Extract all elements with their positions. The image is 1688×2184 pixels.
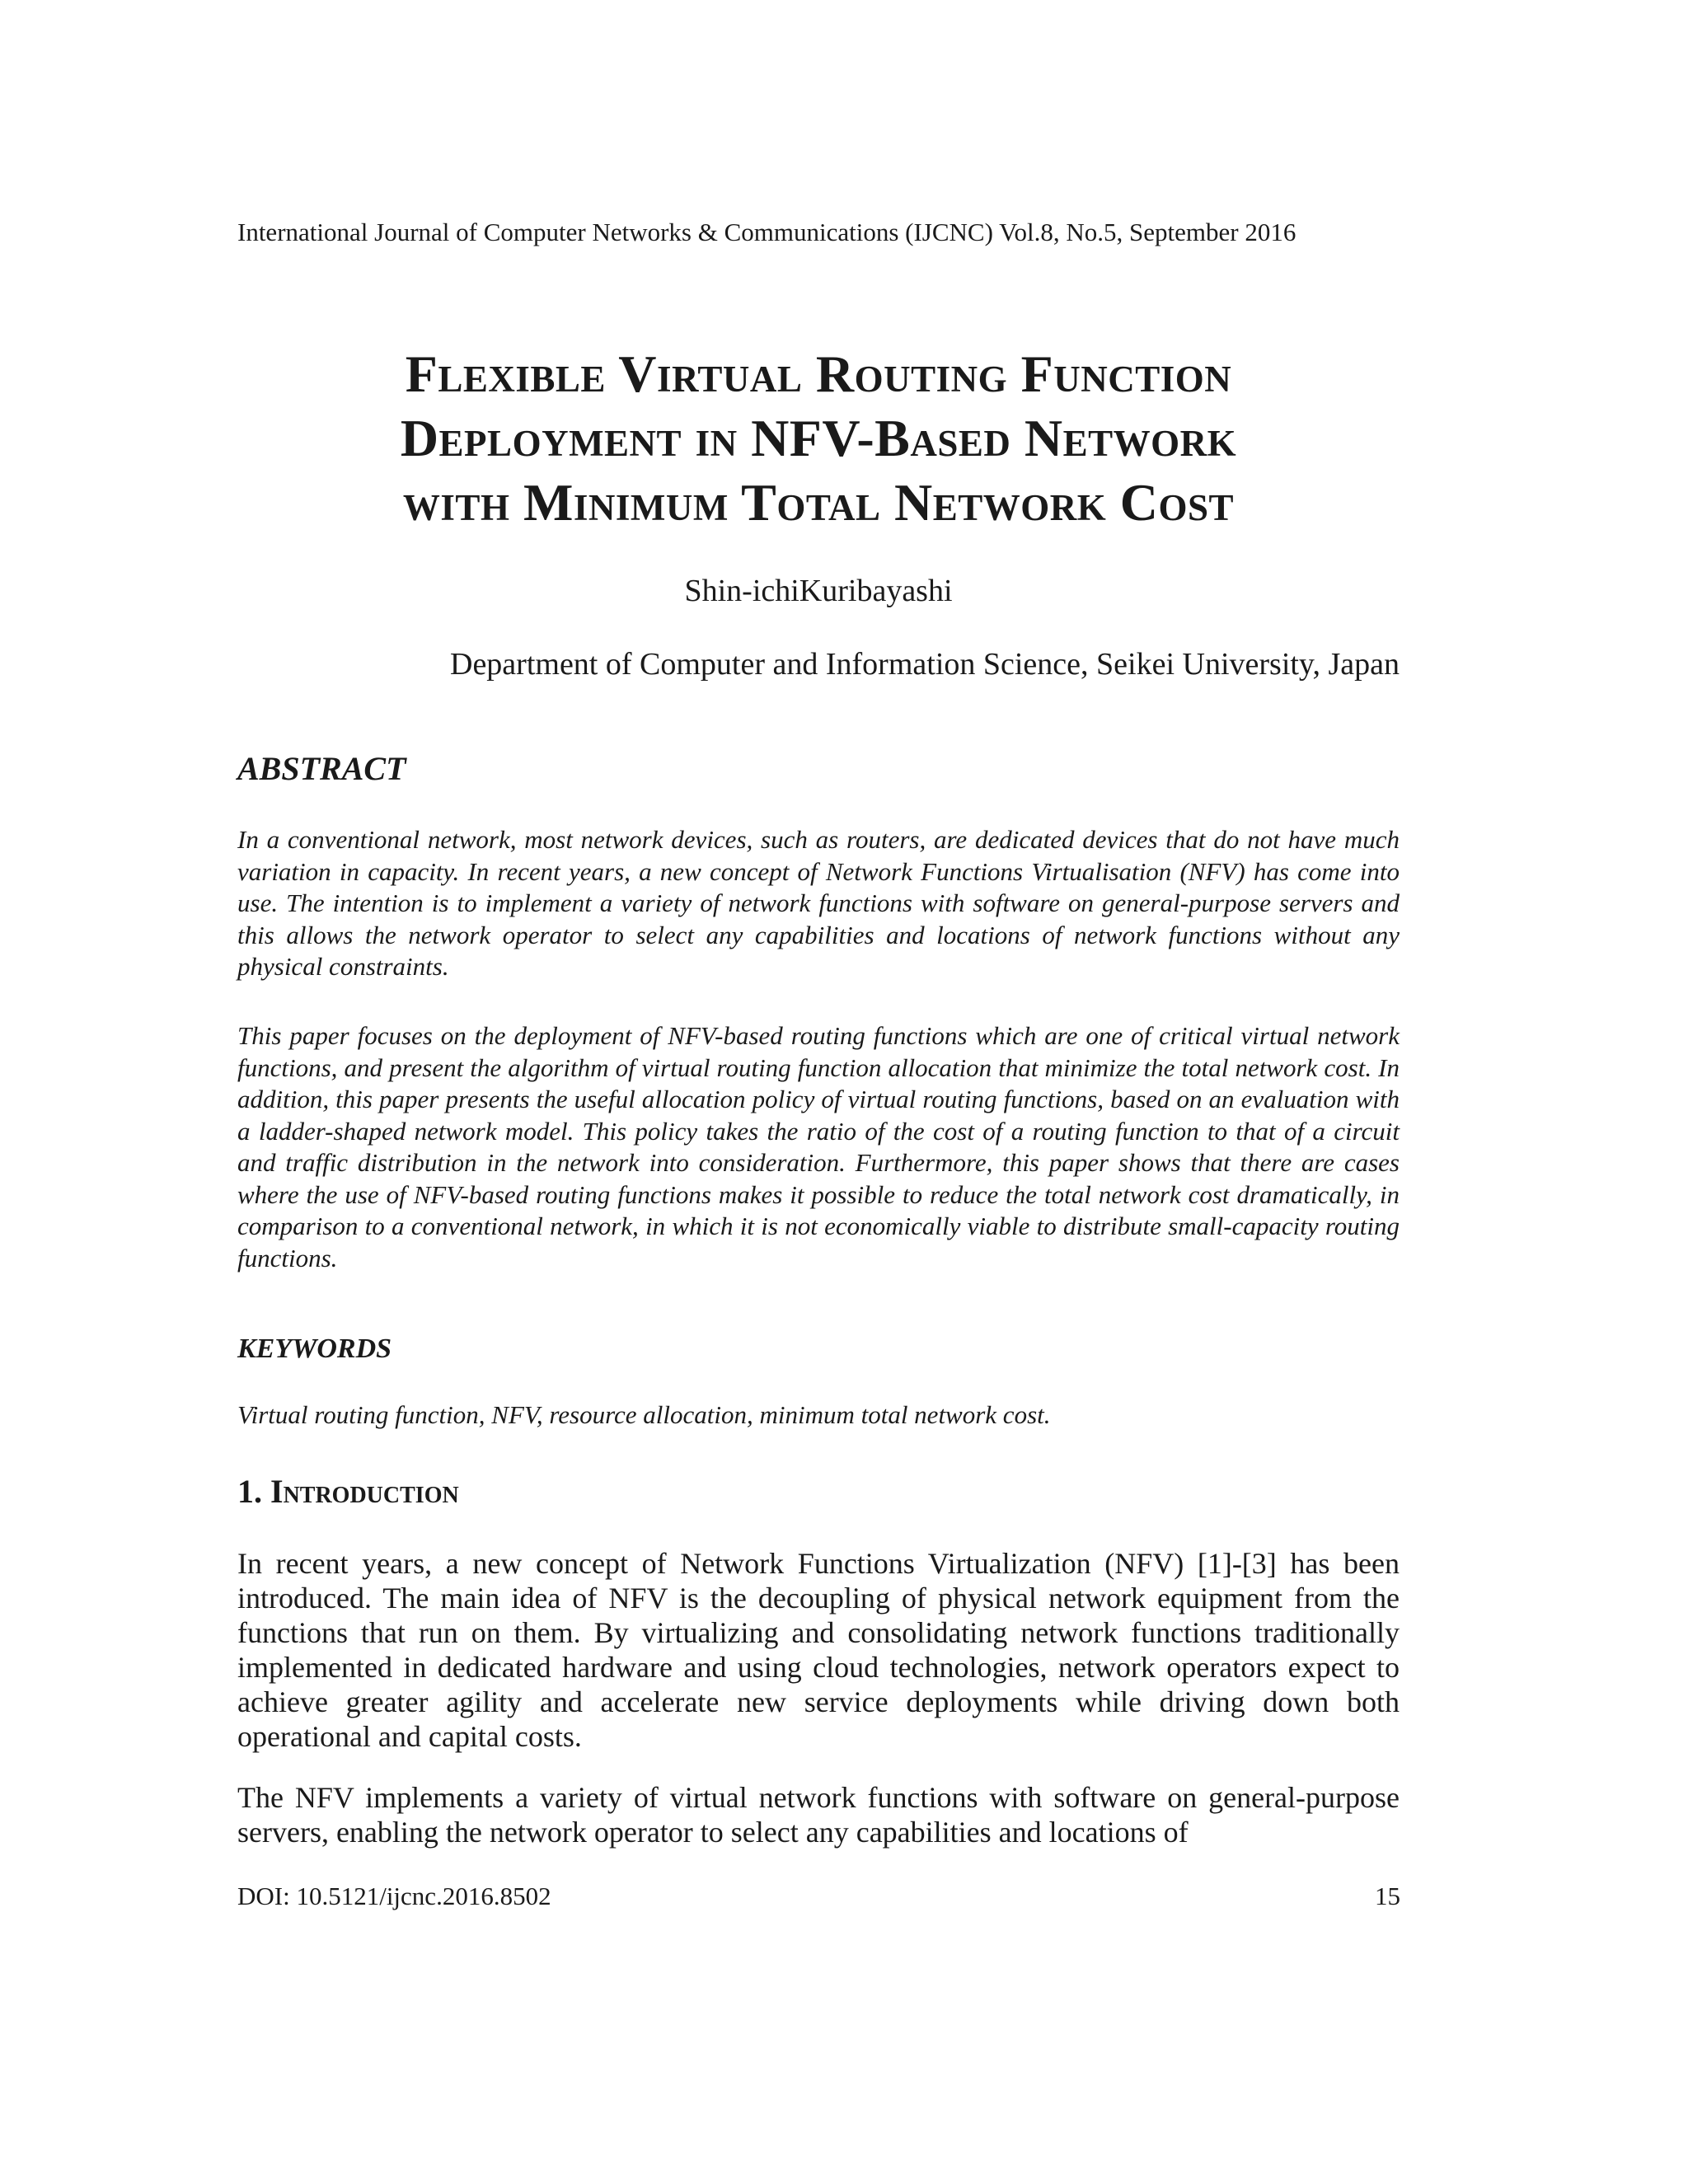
introduction-heading: 1. Introduction [237, 1473, 459, 1510]
title-line-1: Flexible Virtual Routing Function [405, 344, 1232, 403]
title-line-3: with Minimum Total Network Cost [402, 473, 1235, 532]
introduction-paragraph-1: In recent years, a new concept of Network Functions Virtualization (NFV) [1]-[3] has been introduced. The main idea of NFV is the decoupling of physical network equipment from the functions that run on them. By virtualizing and consolidating network functions traditionally implemented in dedicated hardware and using cloud technologies, network operators expect to achieve greater agility and accelerate new service deployments while driving down both operational and capital costs. [237, 1547, 1400, 1753]
author-name: Shin-ichiKuribayashi [684, 574, 953, 608]
introduction-paragraph-2: The NFV implements a variety of virtual network functions with software on general-purpose servers, enabling the network operator to select any capabilities and locations of [237, 1781, 1400, 1849]
keywords-text: Virtual routing function, NFV, resource allocation, minimum total network cost. [237, 1400, 1051, 1429]
keywords-heading: KEYWORDS [237, 1333, 392, 1364]
abstract-paragraph-1: In a conventional network, most network devices, such as routers, are dedicated devices that do not have much variation in capacity. In recent years, a new concept of Network Functions Virtualisation (NFV) has come into use. The intention is to implement a variety of network functions with software on general-purpose servers and this allows the network operator to select any capabilities and locations of network functions without any physical constraints. [237, 825, 1400, 981]
author-affiliation: Department of Computer and Information Science, Seikei University, Japan [450, 647, 1400, 682]
abstract-paragraph-2: This paper focuses on the deployment of NFV-based routing functions which are one of critical virtual network functions, and present the algorithm of virtual routing function allocation that minimize the total network cost. In addition, this paper presents the useful allocation policy of virtual routing functions, based on an evaluation with a ladder-shaped network model. This policy takes the ratio of the cost of a routing function to that of a circuit and traffic distribution in the network into consideration. Furthermore, this paper shows that there are cases where the use of NFV-based routing functions makes it possible to reduce the total network cost dramatically, in comparison to a conventional network, in which it is not economically viable to distribute small-capacity routing functions. [237, 1021, 1400, 1272]
running-header: International Journal of Computer Networks & Communications (IJCNC) Vol.8, No.5, September 2016 [237, 218, 1296, 246]
title-line-2: Deployment in NFV-Based Network [400, 409, 1237, 467]
doi-footer: DOI: 10.5121/ijcnc.2016.8502 [237, 1882, 551, 1910]
page-number: 15 [1375, 1882, 1400, 1910]
paper-title [237, 342, 1400, 535]
abstract-heading: ABSTRACT [237, 750, 406, 787]
